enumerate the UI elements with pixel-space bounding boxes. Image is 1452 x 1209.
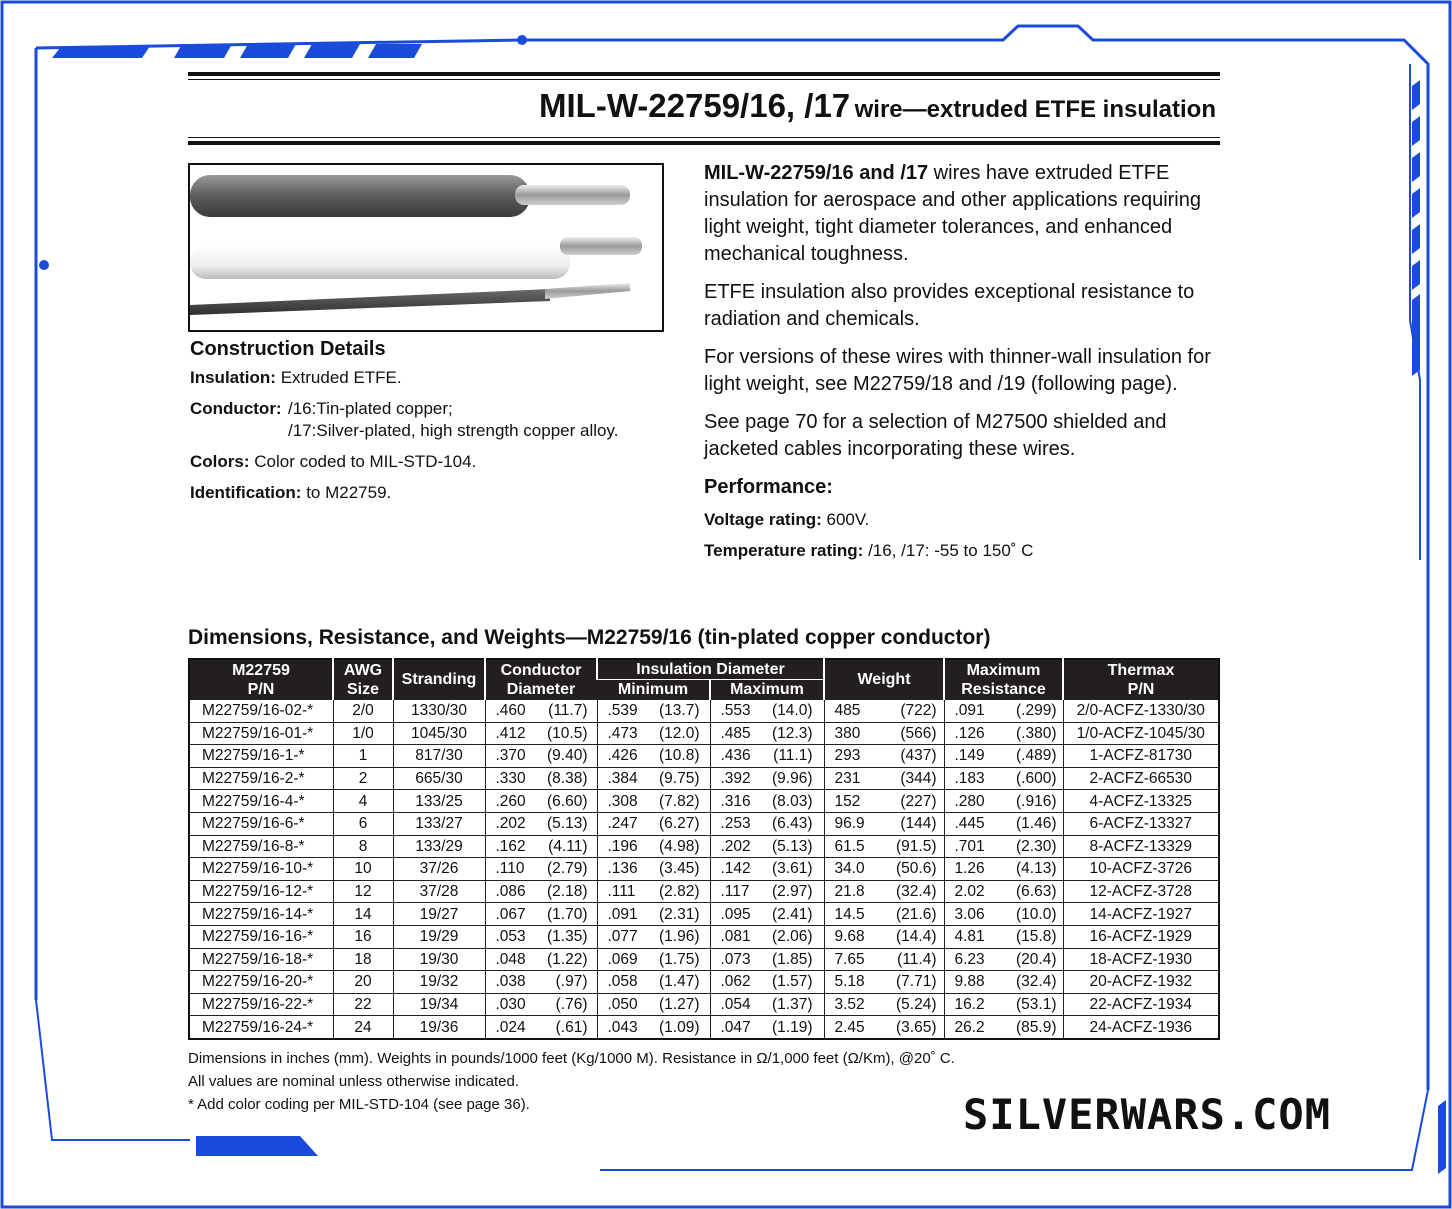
description-p3: For versions of these wires with thinner-wall insulation for light weight, see M22759/18 and /19 (following page). [704,346,1211,395]
table-row: M22759/16-22-* 22 19/34 .030 (.76) .050 (1.27) .054 (1.37) 3.52 (5.24) 16.2 (53.1) 22-ACFZ-1934 [189,993,1219,1016]
table-row: M22759/16-12-* 12 37/28 .086 (2.18) .111 (2.82) .117 (2.97) 21.8 (32.4) 2.02 (6.63) 12-ACFZ-3728 [189,880,1219,903]
table-row: M22759/16-01-* 1/0 1045/30 .412 (10.5) .473 (12.0) .485 (12.3) 380 (566) .126 (.380) 1/0-ACFZ-1045/30 [189,722,1219,745]
identification-line: Identification: to M22759. [190,483,392,502]
table-notes [188,1047,955,1116]
table-row: M22759/16-18-* 18 19/30 .048 (1.22) .069 (1.75) .073 (1.85) 7.65 (11.4) 6.23 (20.4) 18-ACFZ-1930 [189,948,1219,971]
conductor-line: Conductor: /16:Tin-plated copper; /17:Silver-plated, high strength copper alloy. [190,399,619,440]
table-body [189,700,1219,1039]
table-row: M22759/16-4-* 4 133/25 .260 (6.60) .308 (7.82) .316 (8.03) 152 (227) .280 (.916) 4-ACFZ-13325 [189,790,1219,813]
table-row: M22759/16-8-* 8 133/29 .162 (4.11) .196 (4.98) .202 (5.13) 61.5 (91.5) .701 (2.30) 8-ACFZ-13329 [189,835,1219,858]
table-row: M22759/16-20-* 20 19/32 .038 (.97) .058 (1.47) .062 (1.57) 5.18 (7.71) 9.88 (32.4) 20-ACFZ-1932 [189,971,1219,994]
note-color-coding: * Add color coding per MIL-STD-104 (see page 36). [188,1096,530,1113]
description-p2: ETFE insulation also provides exceptional resistance to radiation and chemicals. [704,281,1195,330]
voltage-rating: Voltage rating: 600V. [704,510,870,529]
table-row: M22759/16-10-* 10 37/26 .110 (2.79) .136 (3.45) .142 (3.61) 34.0 (50.6) 1.26 (4.13) 10-ACFZ-3726 [189,858,1219,881]
colors-line: Colors: Color coded to MIL-STD-104. [190,452,477,471]
construction-details [190,338,670,513]
table-row: M22759/16-02-* 2/0 1330/30 .460 (11.7) .539 (13.7) .553 (14.0) 485 (722) .091 (.299) 2/0-ACFZ-1330/30 [189,700,1219,723]
insulation-line: Insulation: Extruded ETFE. [190,368,402,387]
table-row: M22759/16-2-* 2 665/30 .330 (8.38) .384 (9.75) .392 (9.96) 231 (344) .183 (.600) 2-ACFZ-66530 [189,767,1219,790]
performance-heading: Performance: [704,476,833,498]
title-block [188,72,1220,145]
description-p1: MIL-W-22759/16 and /17 wires have extruded ETFE insulation for aerospace and other applications requiring light weight, tight diameter tolerances, and enhanced mechanical toughness. [704,162,1201,265]
table-row: M22759/16-14-* 14 19/27 .067 (1.70) .091 (2.31) .095 (2.41) 14.5 (21.6) 3.06 (10.0) 14-ACFZ-1927 [189,903,1219,926]
dimensions-table: M22759 P/N AWG Size Stranding Conductor Diameter Insulation Diameter Weight Maximum Resistance Thermax P/N Minimum Maximum M22759/16-02-* 2/0 1330/30 .460 (11.7) .539 (13.7) .553 (14.0) 485 (722) .091 (.299) 2/0-ACFZ-1330/30 M22759/16-01-* 1/0 1045/30 .412 (10.5) .473 (12.0) .485 (12.3) 380 (566) .126 (.380) 1/0-ACFZ-1045/30 M22759/16-1-* 1 817/30 .370 (9.40) .426 (10.8) .436 (11.1) 293 (437) .149 (.489) 1-ACFZ-81730 M22759/16-2-* 2 665/30 .330 (8.38) .384 (9.75) .392 (9.96) 231 (344) .183 (.600) 2-ACFZ-66530 M22759/16-4-* 4 133/25 .260 (6.60) .308 (7.82) .316 (8.03) 152 (227) .280 (.916) 4-ACFZ-13325 M22759/16-6-* 6 133/27 .202 (5.13) .247 (6.27) .253 (6.43) 96.9 (144) .445 (1.46) 6-ACFZ-13327 M22759/16-8-* 8 133/29 .162 (4.11) .196 (4.98) .202 (5.13) 61.5 (91.5) .701 (2.30) 8-ACFZ-13329 M22759/16-10-* 10 37/26 .110 (2.79) .136 (3.45) .142 (3.61) 34.0 (50.6) 1.26 (4.13) 10-ACFZ-3726 M22759/16-12-* 12 37/28 .086 (2.18) .111 (2.82) .117 (2.97) 21.8 (32.4) 2.02 (6.63) 12-ACFZ-3728 M22759/16-14-* 14 19/27 .067 (1.70) .091 (2.31) .095 (2.41) 14.5 (21.6) 3.06 (10.0) 14-ACFZ-1927 M22759/16-16-* 16 19/29 .053 (1.35) .077 (1.96) .081 (2.06) 9.68 (14.4) 4.81 (15.8) 16-ACFZ-1929 M22759/16-18-* 18 19/30 .048 (1.22) .069 (1.75) .073 (1.85) 7.65 (11.4) 6.23 (20.4) 18-ACFZ-1930 M22759/16-20-* 20 19/32 .038 (.97) .058 (1.47) .062 (1.57) 5.18 (7.71) 9.88 (32.4) 20-ACFZ-1932 M22759/16-22-* 22 19/34 .030 (.76) .050 (1.27) .054 (1.37) 3.52 (5.24) 16.2 (53.1) 22-ACFZ-1934 M22759/16-24-* 24 19/36 .024 (.61) .043 (1.09) .047 (1.19) 2.45 (3.65) 26.2 (85.9) 24-ACFZ-1936 [188,658,1220,1040]
site-logo: SILVERWARS.COM [963,1090,1332,1139]
construction-heading: Construction Details [190,338,386,360]
table-row: M22759/16-6-* 6 133/27 .202 (5.13) .247 (6.27) .253 (6.43) 96.9 (144) .445 (1.46) 6-ACFZ-13327 [189,812,1219,835]
page-title: MIL-W-22759/16, /17 wire—extruded ETFE insulation [539,87,1216,124]
table-row: M22759/16-1-* 1 817/30 .370 (9.40) .426 (10.8) .436 (11.1) 293 (437) .149 (.489) 1-ACFZ-81730 [189,745,1219,768]
description [704,160,1224,571]
note-units: Dimensions in inches (mm). Weights in pounds/1000 feet (Kg/1000 M). Resistance in Ω/1,000 feet (Ω/Km), @20˚ C. [188,1050,955,1067]
table-title: Dimensions, Resistance, and Weights—M22759/16 (tin-plated copper conductor) [188,626,991,649]
table-row: M22759/16-24-* 24 19/36 .024 (.61) .043 (1.09) .047 (1.19) 2.45 (3.65) 26.2 (85.9) 24-ACFZ-1936 [189,1016,1219,1039]
wire-photo [188,163,664,332]
table-row: M22759/16-16-* 16 19/29 .053 (1.35) .077 (1.96) .081 (2.06) 9.68 (14.4) 4.81 (15.8) 16-ACFZ-1929 [189,925,1219,948]
description-p4: See page 70 for a selection of M27500 shielded and jacketed cables incorporating these wires. [704,411,1167,460]
temperature-rating: Temperature rating: /16, /17: -55 to 150˚ C [704,541,1034,560]
note-nominal: All values are nominal unless otherwise indicated. [188,1073,520,1090]
